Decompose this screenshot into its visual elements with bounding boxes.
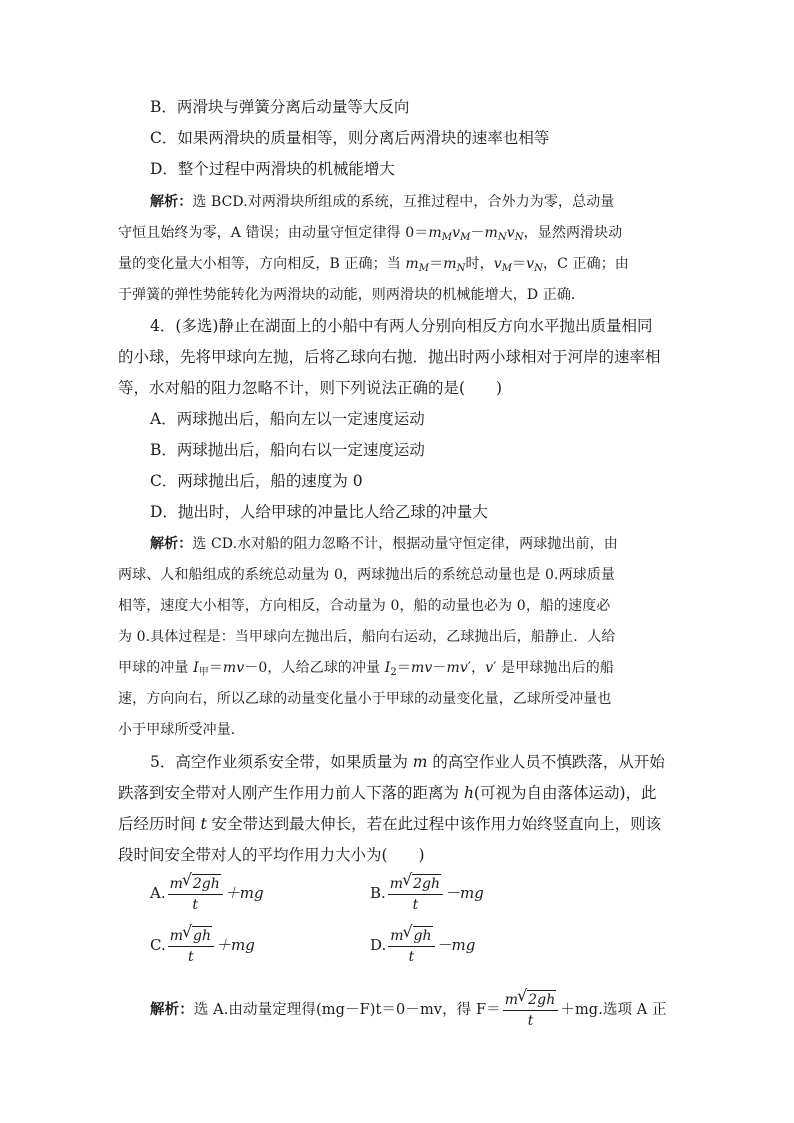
q3-option-b: B．两滑块与弹簧分离后动量等大反向 <box>150 98 410 116</box>
q4-option-b: B．两球抛出后，船向右以一定速度运动 <box>150 441 425 459</box>
q5-solution-label: 解析： <box>150 1001 194 1018</box>
q4-option-d: D．抛出时，人给甲球的冲量比人给乙球的冲量大 <box>150 503 488 521</box>
q3-solution-line-1: 解析：选 BCD.对两滑块所组成的系统，互推过程中，合外力为零，总动量 <box>150 194 615 210</box>
q4-solution-line-2: 两球、人和船组成的系统总动量为 0，两球抛出后的系统总动量也是 0.两球质量 <box>118 567 615 583</box>
q4-stem-line-1: 4．(多选)静止在湖面上的小船中有两人分别向相反方向水平抛出质量相同 <box>150 317 653 335</box>
q4-solution-line-3: 相等，速度大小相等，方向相反，合动量为 0，船的动量也必为 0，船的速度必 <box>118 598 611 614</box>
q3-solution-line-2: 守恒且始终为零，A 错误；由动量守恒定律得 $0=m_Mv_M-m_Nv_N$，显然两滑块动 <box>118 225 623 243</box>
q5-option-a: A. $\frac{m√ 2gh}{t}$ ＋mg <box>150 874 264 914</box>
q5-stem-line-2: 跌落到安全带对人刚产生作用力前人下落的距离为 h(可视为自由落体运动)，此 <box>118 784 657 802</box>
q4-solution-line-7: 小于甲球所受冲量． <box>118 722 245 738</box>
q4-solution-line-5: 甲球的冲量 $I_甲=mv-0$，人给乙球的冲量 $I_2=mv-mv'$，v′ 是甲球抛出后的船 <box>118 660 614 678</box>
q3-option-c: C．如果两滑块的质量相等，则分离后两滑块的速率也相等 <box>150 129 550 147</box>
q4-solution-label: 解析： <box>150 536 193 552</box>
q4-option-a: A．两球抛出后，船向左以一定速度运动 <box>150 410 425 428</box>
q4-solution-line-4: 为 0.具体过程是：当甲球向左抛出后，船向右运动，乙球抛出后，船静止．人给 <box>118 629 616 645</box>
q3-solution-line-3: 量的变化量大小相等，方向相反，B 正确；当 $m_M=m_N$时，$v_M=v_N$，C 正确；由 <box>118 256 629 274</box>
q3-solution-line-4: 于弹簧的弹性势能转化为两滑块的动能，则两滑块的机械能增大，D 正确． <box>118 287 586 303</box>
q4-option-c: C．两球抛出后，船的速度为 0 <box>150 472 363 490</box>
q5-stem-line-4: 段时间安全带对人的平均作用力大小为( ) <box>118 846 425 864</box>
q3-solution-label: 解析： <box>150 194 193 210</box>
q4-solution-line-6: 速，方向向右，所以乙球的动量变化量小于甲球的动量变化量，乙球所受冲量也 <box>118 691 612 707</box>
q4-stem-line-3: 等，水对船的阻力忽略不计，则下列说法正确的是( ) <box>118 379 503 397</box>
q5-option-c: C. $\frac{m√ gh}{t}$ ＋mg <box>150 926 255 966</box>
q4-solution-line-1: 解析：选 CD.水对船的阻力忽略不计，根据动量守恒定律，两球抛出前，由 <box>150 536 618 552</box>
q4-stem-line-2: 的小球，先将甲球向左抛，后将乙球向右抛．抛出时两小球相对于河岸的速率相 <box>118 348 661 366</box>
q3-option-d: D．整个过程中两滑块的机械能增大 <box>150 160 395 178</box>
q5-solution-line-1: 解析：选 A.由动量定理得(mg－F)t＝0－mv，得 F＝ $\frac{m√ 2gh}{t}$ ＋mg.选项 A 正 <box>150 990 667 1030</box>
q5-stem-line-1: 5．高空作业须系安全带，如果质量为 m 的高空作业人员不慎跌落，从开始 <box>150 753 665 771</box>
q5-stem-line-3: 后经历时间 t 安全带达到最大伸长，若在此过程中该作用力始终竖直向上，则该 <box>118 815 662 833</box>
q5-option-b: B. $\frac{m√ 2gh}{t}$ －mg <box>370 874 484 914</box>
q5-option-d: D. $\frac{m√ gh}{t}$ －mg <box>370 926 475 966</box>
